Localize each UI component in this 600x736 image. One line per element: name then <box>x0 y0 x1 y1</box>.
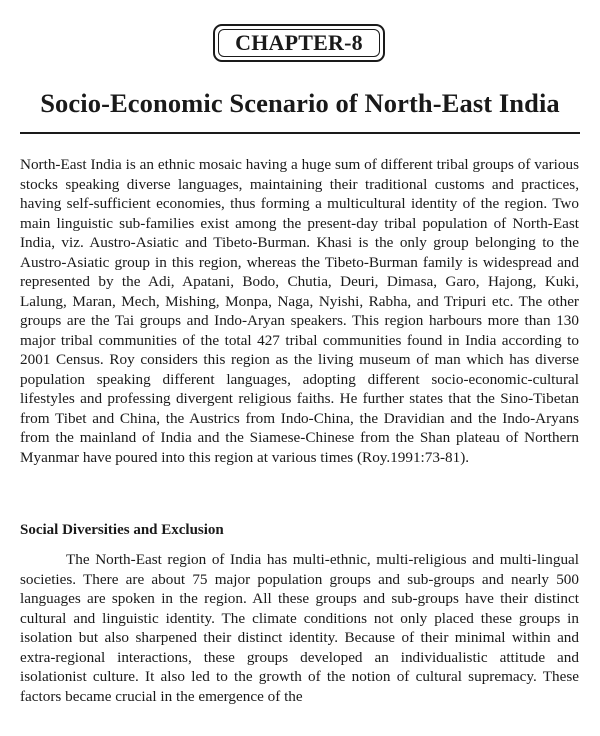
section-heading: Social Diversities and Exclusion <box>20 522 224 538</box>
chapter-label: CHAPTER-8 <box>235 30 363 55</box>
body-paragraph-2: The North-East region of India has multi-ethnic, multi-religious and multi-lingual societies. There are about 75 major population groups and sub-groups and nearly 500 languages are spoken in the region. All these groups and sub-groups have their distinct cultural and linguistic identity. The climate conditions not only placed these groups in isolation but also sharpened their distinct identity. Because of their minimal within and extra-regional interactions, these groups developed an individualistic attitude and isolationist culture. It also led to the growth of the notion of cultural supremacy. These factors became crucial in the emergence of the <box>20 551 579 705</box>
chapter-label-box <box>213 24 385 62</box>
page-title: Socio-Economic Scenario of North-East India <box>40 88 560 118</box>
title-underline <box>20 132 580 134</box>
body-paragraph-1: North-East India is an ethnic mosaic having a huge sum of different tribal groups of various stocks speaking diverse languages, maintaining their traditional customs and practices, having self-sufficient economies, thus forming a multicultural identity of the region. Two main linguistic sub-families exist among the present-day tribal population of North-East India, viz. Austro-Asiatic and Tibeto-Burman. Khasi is the only group belonging to the Austro-Asiatic group in this region, whereas the Tibeto-Burman family is widespread and represented by the Adi, Apatani, Bodo, Chutia, Deuri, Dimasa, Garo, Hajong, Kuki, Lalung, Maran, Mech, Mishing, Monpa, Naga, Nyishi, Rabha, and Tripuri etc. The other groups are the Tai groups and Indo-Aryan speakers. This region harbours more than 130 major tribal communities of the total 427 tribal communities found in India according to 2001 Census. Roy considers this region as the living museum of man which has diverse population speaking different languages, adopting different socio-economic-cultural lifestyles and professing divergent religious faiths. He further states that the Sino-Tibetan from Tibet and China, the Austrics from Indo-China, the Dravidian and the Indo-Aryans from the mainland of India and the Siamese-Chinese from the Shan plateau of Northern Myanmar have poured into this region at various times (Roy.1991:73-81). <box>20 156 579 466</box>
